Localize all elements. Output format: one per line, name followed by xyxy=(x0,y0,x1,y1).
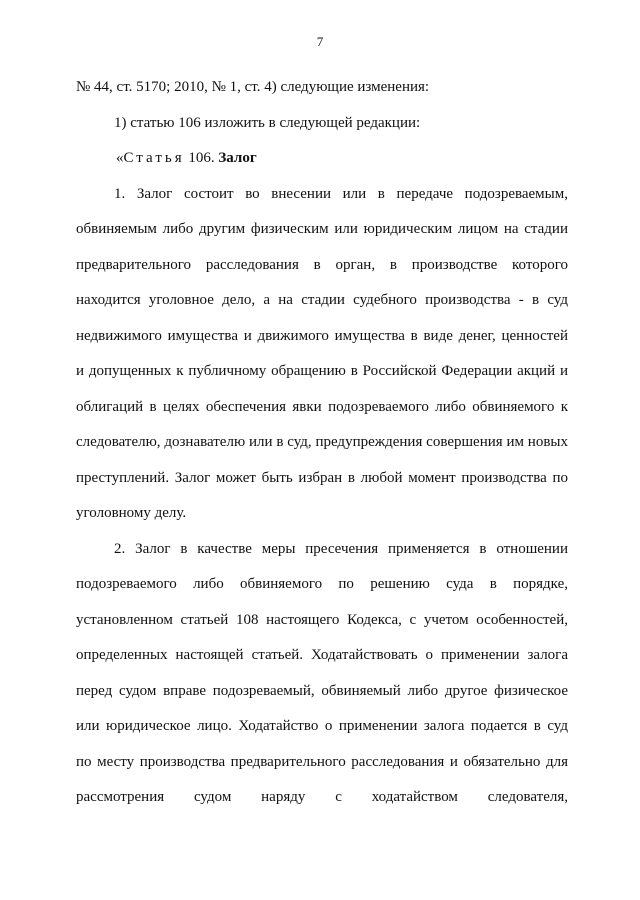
article-number: 106. xyxy=(184,150,219,166)
paragraph-line: и допущенных к публичному обращению в Российской Федерации акций и xyxy=(76,363,568,379)
paragraph-line: или юридическое лицо. Ходатайство о применении залога подается в суд xyxy=(76,718,568,734)
amendment-item-1: 1) статью 106 изложить в следующей редакции: xyxy=(114,114,421,131)
paragraph-line: рассмотрения судом наряду с ходатайством следователя, xyxy=(76,789,568,805)
document-body xyxy=(76,70,568,816)
open-quote: « xyxy=(116,150,124,166)
paragraph-line: преступлений. Залог может быть избран в любой момент производства по xyxy=(76,469,568,486)
paragraph-1 xyxy=(76,177,568,532)
paragraph-line: установленном статьей 108 настоящего Кодекса, с учетом особенностей, xyxy=(76,611,568,628)
paragraph-line: обвиняемым либо другим физическим или юридическим лицом на стадии xyxy=(76,221,568,237)
paragraph-line: недвижимого имущества и движимого имущества в виде денег, ценностей xyxy=(76,327,568,344)
paragraph-line: определенных настоящей статьей. Ходатайствовать о применении залога xyxy=(76,647,568,663)
paragraph-line: перед судом вправе подозреваемый, обвиняемый либо другое физическое xyxy=(76,682,568,699)
intro-line: № 44, ст. 5170; 2010, № 1, ст. 4) следующие изменения: xyxy=(76,79,430,95)
paragraph-line: подозреваемого либо обвиняемого по решению суда в порядке, xyxy=(76,576,568,592)
paragraph-line: 2. Залог в качестве меры пресечения применяется в отношении xyxy=(114,540,568,557)
paragraph-2 xyxy=(76,532,568,816)
paragraph-line: уголовному делу. xyxy=(76,505,187,521)
paragraph-line: находится уголовное дело, а на стадии судебного производства - в суд xyxy=(76,292,568,308)
paragraph-line: следователю, дознавателю или в суд, предупреждения совершения им новых xyxy=(76,434,568,450)
paragraph-line: по месту производства предварительного расследования и обязательно для xyxy=(76,753,568,770)
paragraph-line: облигаций в целях обеспечения явки подозреваемого либо обвиняемого к xyxy=(76,398,568,415)
article-title: Залог xyxy=(218,150,257,166)
article-heading xyxy=(76,141,568,177)
paragraph-line: 1. Залог состоит во внесении или в передаче подозреваемым, xyxy=(114,185,568,202)
article-label: Статья xyxy=(123,150,185,166)
paragraph-line: предварительного расследования в орган, в производстве которого xyxy=(76,256,568,273)
page-number: 7 xyxy=(316,34,324,49)
